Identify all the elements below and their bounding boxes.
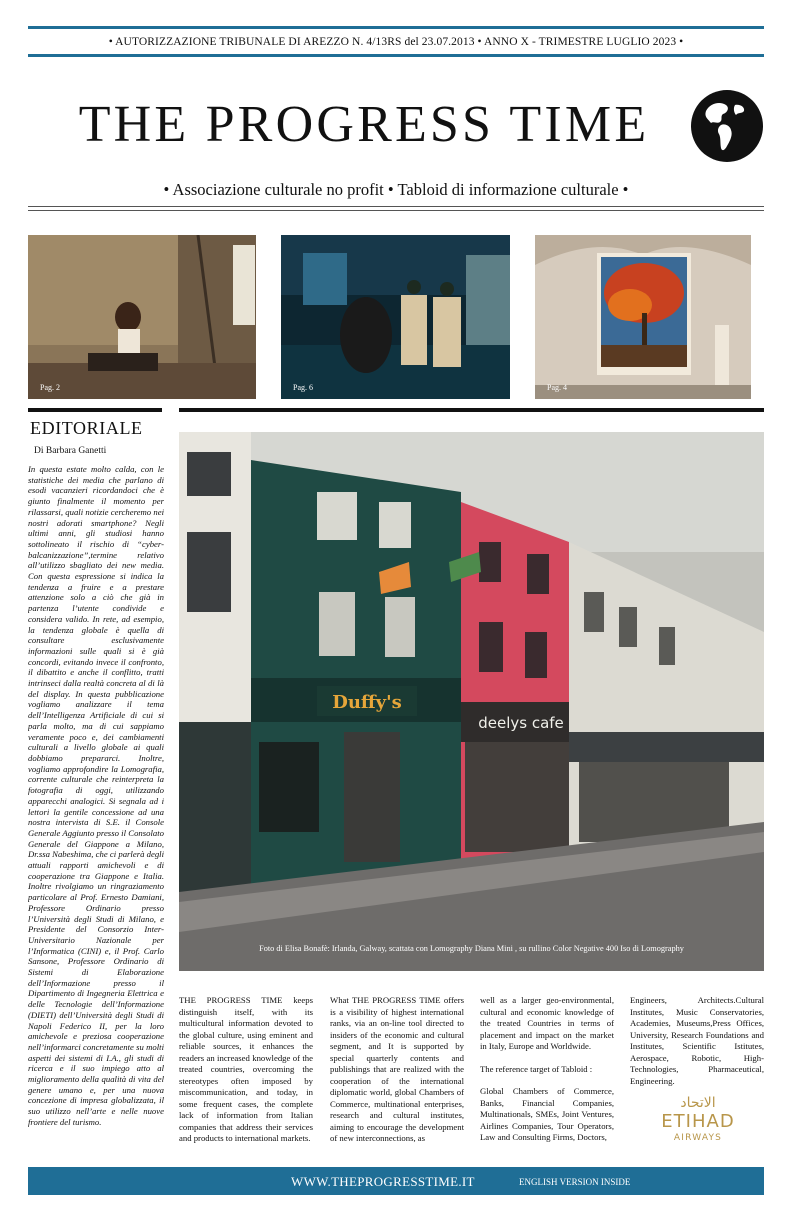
- column-paragraph: What THE PROGRESS TIME offers is a visibility of highest international ranks, via an on-line tool directed to insiders of the economic and cultural segment, and It is supported by special quarterly contents and publishings that are realized with the cooperation of the international diplomatic world, global Chambers of Commerce, multinational enterprises, research and cultural institutes, aiming to encourage the development of new interconnections, as: [330, 995, 464, 1143]
- english-column-3: [480, 995, 614, 1155]
- thumbnail-exhibition: [281, 235, 510, 399]
- logo-name: ETIHAD: [661, 1111, 735, 1132]
- street-photo-icon: [179, 432, 764, 971]
- thumbnail-caption: Pag. 6: [293, 383, 313, 392]
- column-paragraph: THE PROGRESS TIME keeps distinguish itself, with its multicultural information devoted to the global culture, using eminent and reliable sources, it enhances the readers an increased knowledge of the treated countries, overcoming the stereotypes often imposed by miscommunication, and today, in some frequent cases, the complete lack of information from Italian companies that address their services and products to international markets.: [179, 995, 313, 1143]
- hero-caption: Foto di Elisa Bonafè: Irlanda, Galway, scattata con Lomography Diana Mini , su rullino Color Negative 400 Iso di Lomography: [259, 944, 684, 953]
- english-version-note: ENGLISH VERSION INSIDE: [519, 1177, 631, 1187]
- editorial-rule: [28, 408, 162, 412]
- column-paragraph: Global Chambers of Commerce, Banks, Financial Companies, Multinationals, SMEs, Joint Ventures, Airlines Companies, Tour Operators, Law and Consulting Firms, Doctors,: [480, 1086, 614, 1142]
- footer-bar: [28, 1167, 764, 1195]
- column-paragraph: The reference target of Tabloid :: [480, 1063, 593, 1074]
- editorial-title: EDITORIALE: [30, 418, 143, 438]
- website-link[interactable]: WWW.THEPROGRESSTIME.IT: [291, 1174, 475, 1189]
- thumbnail-caption: Pag. 2: [40, 383, 60, 392]
- painting-photo-icon: [535, 235, 751, 399]
- editorial-body: In questa estate molto calda, con le statistiche dei media che parlano di esodi vacanzieri ricordandoci che è giunto finalmente il momento per rilassarsi, quali notizie cercheremo nei nostri adorati smartphone? Negli ultimi anni, gli studiosi hanno sottolineato il rischio di “cyber-balcanizzazione”,termine relativo all’utilizzo sbagliato dei new media. Con questa espressione si indica la tendenza a fruire e a prestare attenzione solo a ciò che già in partenza l’utente condivide e considera valido. In rete, ad esempio, la tendenza globale è quella di consultare esclusivamente informazioni sulle quali si è già concordi, evitando invece il confronto, il dibattito e anche il conflitto, tratti intrinseci dalla realtà concreta al di là del display. In questa pubblicazione vogliamo analizzare il tema dell’Intelligenza Artificiale di cui si parla molto, ma di cui sappiamo veramente poco e, dei cambiamenti culturali a livello globale ai quali dobbiamo prepararci. Inoltre, vogliamo approfondire la Lomografia, corrente culturale che reinterpreta la fotografia di oggi, utilizzando apparecchi analogici. Si segnala ad i lettori la gentile concessione ad una nostra intervista di S.E. il Console Generale Aggiunto presso il Consolato Generale del Giappone a Milano, Dr.ssa Nabeshima, che ci parlerà degli attuali rapporti amichevoli e di cooperazione tra Giappone e Italia. Inoltre rivolgiamo un ringraziamento particolare al Prof. Ernesto Damiani, Professore Ordinario presso l’Università degli Studi di Milano, e Presidente del Consorzio Inter-Universitario Nazionale per l’Informatica (CINI) e, il Prof. Carlo Sansone, Professore Ordinario di Sistemi di Elaborazione dell’Informazione presso il Dipartimento di Ingegneria Elettrica e delle Tecnologie dell’Informazione (DIETI) dell’Università degli Studi di Napoli Federico II, per la loro amichevole e preziosa cooperazione nell’informarci concretamente su molti aspetti dei sistemi di I.A., gli studi di ricerca e il suo impiego atto al miglioramento della qualità di vita del genere umano e, per una nuova concezione di impresa globalizzata, il suo utilizzo nell’arte e nelle nuove frontiere del turismo.: [28, 464, 164, 1127]
- thumbnail-photographer: [28, 235, 256, 399]
- column-paragraph: well as a larger geo-environmental, cultural and economic knowledge of the treated Countries in terms of placement and impact on the market in Italy, Europe and Worldwide.: [480, 995, 614, 1051]
- hero-rule: [179, 408, 764, 412]
- thumbnail-caption: Pag. 4: [547, 383, 567, 392]
- divider: [28, 210, 764, 211]
- english-column-1: [179, 995, 313, 1156]
- subtitle: • Associazione culturale no profit • Tabloid di informazione culturale •: [163, 180, 629, 199]
- top-rule: [28, 26, 764, 29]
- top-rule-lower: [28, 54, 764, 57]
- pub-sign-text: Duffy's: [332, 692, 402, 713]
- cafe-sign-text: deelys cafe: [478, 714, 564, 732]
- english-column-4: [630, 995, 764, 1098]
- thumbnail-painting: [535, 235, 751, 399]
- issue-line: • AUTORIZZAZIONE TRIBUNALE DI AREZZO N. 4/13RS del 23.07.2013 • ANNO X - TRIMESTRE LUGLIO 2023 •: [108, 36, 684, 48]
- english-column-2: [330, 995, 464, 1156]
- editorial-author: Di Barbara Ganetti: [34, 446, 107, 456]
- divider: [28, 206, 764, 207]
- globe-icon: [690, 89, 764, 163]
- hero-photo: [179, 432, 764, 971]
- masthead-title: THE PROGRESS TIME: [78, 96, 650, 153]
- etihad-logo: [640, 1092, 756, 1144]
- photographer-photo-icon: [28, 235, 256, 399]
- column-paragraph: Engineers, Architects.Cultural Institutes, Music Conservatories, Academies, Museums,Press Offices, University, Research Foundations and Institutes, Scientific Istitutes, Aerospace, Robotic, High-Technologies, Pharmaceutical, Engineering.: [630, 995, 764, 1086]
- exhibition-photo-icon: [281, 235, 510, 399]
- logo-sub: AIRWAYS: [673, 1133, 723, 1143]
- logo-arabic: الاتحاد: [680, 1095, 716, 1111]
